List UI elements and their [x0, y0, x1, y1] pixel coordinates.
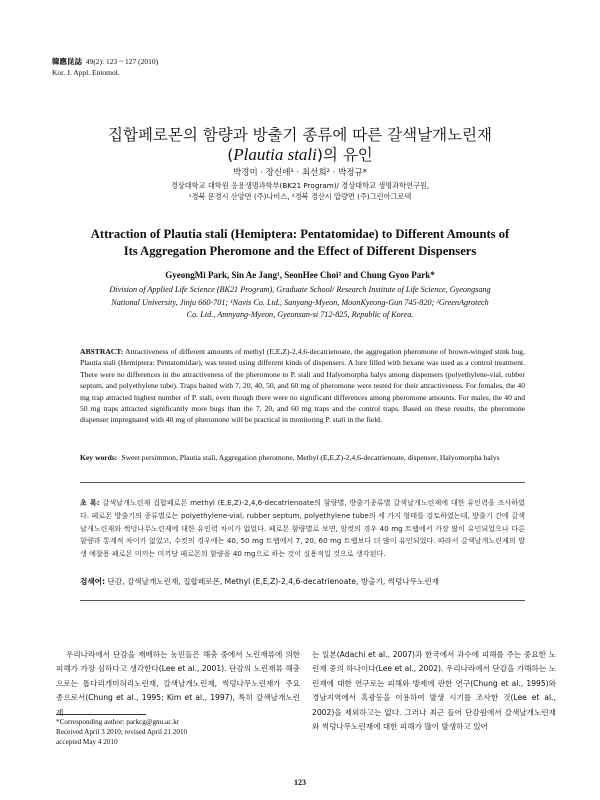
- section-divider-bottom: [80, 600, 525, 601]
- abstract-text: Attractiveness of different amounts of methyl (E,E,Z)-2,4,6-decatrienoate, the aggregation pheromone of brown-winged stink bug, Plautia stali (Hemiptera: Pentatomidae), was tested using different kinds of dispensers. A lure filled with hexane was used as a control treatment. There were no differences in the attractiveness of the pheromone to P. stali and Halyomorpha halys among dispensers (polyethylene-vial, rubber septum, and polyethylene tube). Traps baited with 7, 20, 40, 50, and 60 mg of pheromone were tested for their attractiveness. For females, the 40 mg trap attracted highest number of P. stali, even though there were no significant differences among pheromone amounts. For males, the 40 and 50 mg traps attracted significantly more bugs than the 7, 20, and 60 mg traps and the control traps. Based on these results, the pheromone dispenser impregnated with 40 mg of pheromone will be practical in monitoring P. stali in the field.: [80, 347, 525, 425]
- abstract: [80, 346, 525, 426]
- korean-keywords-label: 검색어:: [80, 577, 106, 586]
- korean-keywords-text: 단감, 갈색날개노린재, 집합페로몬, Methyl (E,E,Z)-2,4,6-decatrienoate, 방출기, 썩덩나무노린재: [107, 577, 440, 586]
- english-title-line2: Its Aggregation Pheromone and the Effect of Different Dispensers: [123, 244, 477, 258]
- journal-citation: 49(2): 123 ~ 127 (2010): [85, 57, 159, 66]
- received-date: Received April 3 2010; revised April 21 2010: [56, 728, 188, 736]
- english-title-line1: Attraction of Plautia stali (Hemiptera: Pentatomidae) to Different Amounts of: [90, 227, 510, 241]
- journal-header: [52, 56, 158, 78]
- section-divider: [80, 482, 525, 483]
- english-authors: GyeongMi Park, Sin Ae Jang¹, SeonHee Choi² and Chung Gyoo Park*: [165, 270, 435, 280]
- korean-abstract: [80, 497, 525, 561]
- english-affiliation-line2: National University, Jinju 660-701; ¹Navis Co. Ltd., Sanyang-Myeon, MoonKyeong-Gun 745-820; ²GreenAgrotech: [111, 297, 489, 307]
- korean-authors: 박경미 · 장신애¹ · 최선희² · 박정규*: [233, 168, 367, 178]
- body-right-text: 는 일본(Adachi et al., 2007)과 한국에서 과수에 피해를 주는 중요한 노린재 중의 하나이다(Lee et al., 2002). 우리나라에서 단감을 가해하는 노린재에 대한 연구로는 피해와 방제에 관한 연구(Chung et al., 1995)와 경남지역에서 혹광등을 이용하여 발생 시기를 조사한 것(Lee et al., 2002)을 제외하고는 없다. 그러나 최근 들어 단감원에서 갈색날개노린재와 썩덩나무노린재에 대한 피해가 많이 발생하고 있어: [312, 650, 556, 732]
- journal-english-name: Kor. J. Appl. Entomol.: [52, 68, 120, 77]
- body-column-right: [312, 648, 556, 734]
- korean-abstract-text: 갈색날개노린재 집합페로몬 methyl (E,E,Z)-2,4,6-decatrienoate의 함량별, 방출기종류별 갈색날개노린재에 대한 유인력을 조사하였다. 페로몬 방출기의 종류별로는 polyethylene-vial, rubber septum, polyethylene tube의 세 가지 형태를 검토하였는데, 방출기 간에 갈색날개노린재와 썩덩나무노린재에 대한 유인력 차이가 없었다. 페로몬 함량별로 보면, 암컷의 경우 40 mg 트랩에서 가장 많이 유인되었으나 다른 함량과 통계적 차이가 없었고, 수컷의 경우에는 40, 50 mg 트랩에서 7, 20, 60 mg 트랩보다 더 많이 유인되었다. 따라서 갈색날개노린재의 발생 예찰용 페로몬 미끼는 미끼당 페로몬의 함량을 40 mg으로 하는 것이 실용적일 것으로 생각된다.: [80, 498, 525, 559]
- korean-keywords: [80, 576, 525, 587]
- korean-abstract-label: 초 록:: [80, 498, 100, 507]
- korean-title-species: Plautia stali: [233, 145, 317, 164]
- abstract-label: ABSTRACT:: [80, 347, 124, 356]
- english-title: [40, 226, 560, 260]
- corresponding-author: *Corresponding author: parkcg@gnu.ac.kr: [56, 718, 180, 726]
- korean-title-line1: 집합페로몬의 함량과 방출기 종류에 따른 갈색날개노린재: [108, 126, 492, 144]
- korean-title-line2: [60, 145, 540, 165]
- english-affiliation-line1: Division of Applied Life Science (BK21 Program), Graduate School/ Research Institute of Life Science, Gyeongsang: [109, 285, 491, 294]
- english-affiliations: [40, 284, 560, 322]
- footnote: [56, 717, 306, 747]
- page-number: 123: [294, 778, 306, 787]
- korean-affiliation-line1: 경상대학교 대학원 응용생명과학부(BK21 Program)/ 경상대학교 생명과학연구원,: [170, 181, 430, 190]
- accepted-date: accepted May 4 2010: [56, 738, 118, 746]
- english-affiliation-line3: Co. Ltd., Amnyang-Myeon, Gyeonsan-si 712-825, Republic of Korea.: [186, 310, 414, 319]
- keywords: [80, 452, 525, 463]
- body-left-text: 우리나라에서 단감을 재배하는 농민들은 해충 중에서 노린재류에 의한 피해가 가장 심하다고 생각한다(Lee et al., 2001). 단감의 노린재류 해충으로는 톱다리개미허리노린재, 갈색날개노린재, 썩덩나무노린재가 주요 종으로서(Chung et al., 1995; Kim et al., 1997), 특히 갈색날개노린재: [56, 650, 300, 717]
- korean-affiliations: [60, 180, 540, 202]
- korean-title-suffix: )의 유인: [316, 146, 373, 164]
- keywords-text: Sweet persimmon, Plautia stali, Aggregation pheromone, Methyl (E,E,Z)-2,4,6-decatrienoate, dispenser, Halyomorpha halys: [121, 453, 500, 462]
- journal-korean-name: 韓應昆誌: [52, 57, 82, 66]
- korean-affiliation-line2: ¹경북 문경시 산양면 (주)나비스, ²경북 경산시 압량면 (주)그린아그로텍: [188, 192, 412, 201]
- korean-title-paren: (: [227, 146, 234, 164]
- keywords-label: Key words:: [80, 453, 118, 462]
- body-column-left: [56, 648, 300, 720]
- footnote-divider: [56, 714, 146, 715]
- korean-title: [60, 125, 540, 165]
